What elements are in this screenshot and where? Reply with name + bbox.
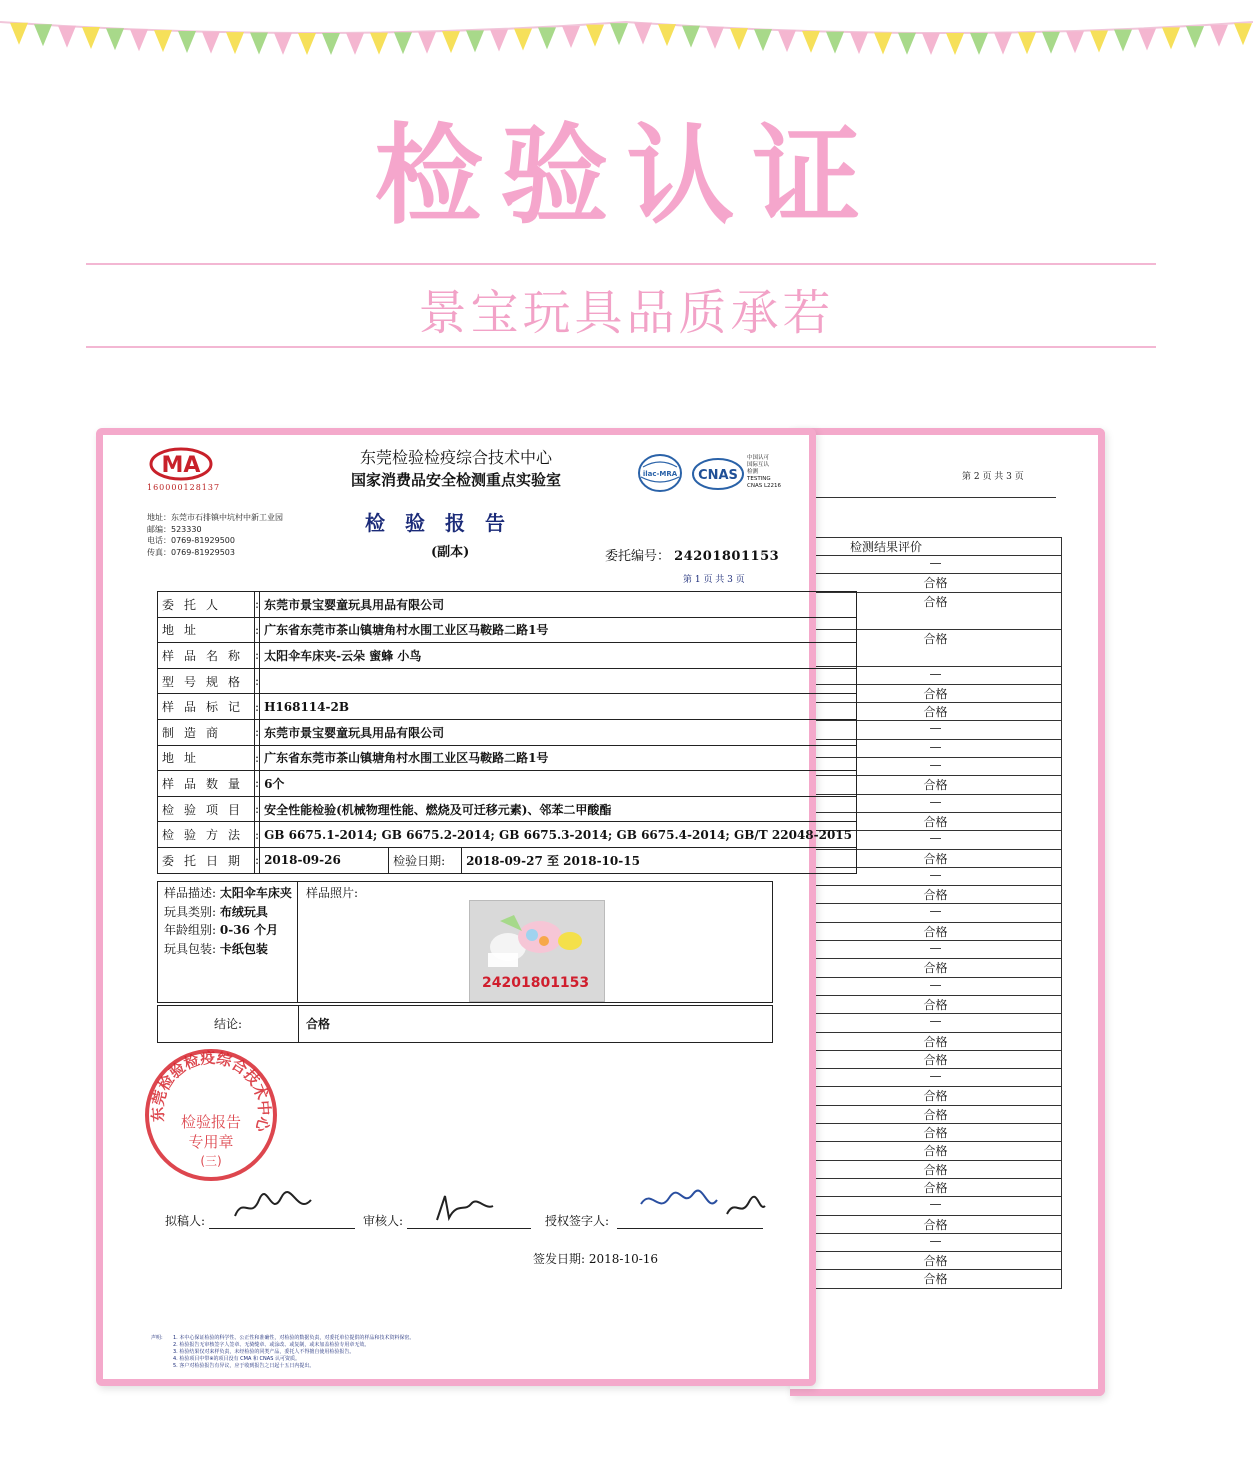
info-row-colon: : xyxy=(255,822,260,848)
result-row xyxy=(810,1050,1062,1068)
info-row xyxy=(158,617,857,643)
bunting-flag xyxy=(202,32,220,54)
info-row-colon: : xyxy=(255,617,260,643)
result-cell: 合格 xyxy=(810,703,1062,721)
disclaimer-notes xyxy=(151,1335,414,1370)
bunting-flag xyxy=(106,28,124,50)
bunting-flag xyxy=(586,25,604,47)
info-row-colon: : xyxy=(255,643,260,669)
bunting-flag xyxy=(394,32,412,54)
bunting-flag xyxy=(154,30,172,52)
bunting-flag xyxy=(370,33,388,55)
result-cell: 合格 xyxy=(810,574,1062,592)
sample-description xyxy=(158,882,298,1002)
bunting-flag xyxy=(778,30,796,52)
notes-label: 声明: xyxy=(151,1335,163,1341)
info-row-value: 广东省东莞市茶山镇塘角村水围工业区马鞍路二路1号 xyxy=(260,745,857,771)
result-cell: — xyxy=(810,794,1062,812)
org-name: 东莞检验检疫综合技术中心 xyxy=(359,448,552,467)
result-cell: — xyxy=(810,831,1062,849)
info-row-dates xyxy=(158,847,857,873)
result-cell: — xyxy=(810,556,1062,574)
signature-row xyxy=(161,1206,781,1236)
result-header: 检测结果评价 xyxy=(810,538,1062,556)
note-item: 5. 客户对检验报告有异议，应于收到报告之日起十五日内提出。 xyxy=(173,1363,315,1369)
page2-number: 第 2 页 共 3 页 xyxy=(962,472,1024,482)
approver-label: 授权签字人: xyxy=(545,1214,610,1228)
bunting-flag xyxy=(874,33,892,55)
bunting-flag xyxy=(634,23,652,45)
lab-name: 国家消费品安全检测重点实验室 xyxy=(350,471,561,489)
result-cell: 合格 xyxy=(810,1215,1062,1233)
type-label: 玩具类别: xyxy=(164,904,217,919)
info-row-value: 太阳伞车床夹-云朵 蜜蜂 小鸟 xyxy=(260,643,857,669)
bunting-flag xyxy=(1210,25,1228,47)
result-cell: 合格 xyxy=(810,1160,1062,1178)
bunting-flag xyxy=(226,32,244,54)
issue-date-value: 2018-10-16 xyxy=(588,1252,659,1266)
bunting-flag xyxy=(922,33,940,55)
info-row xyxy=(158,694,857,720)
result-row xyxy=(810,1270,1062,1288)
info-row-value: GB 6675.1-2014; GB 6675.2-2014; GB 6675.3-2014; GB 6675.4-2014; GB/T 22048-2015 xyxy=(260,822,857,848)
bunting-flag xyxy=(1090,30,1108,52)
result-cell: — xyxy=(810,941,1062,959)
cnas-text-line: 中国认可 xyxy=(747,455,770,461)
info-row-colon: : xyxy=(255,592,260,618)
bunting-flag xyxy=(802,31,820,53)
entrust-date-label: 委托日期 xyxy=(158,847,255,873)
bunting-flag xyxy=(418,32,436,54)
bunting-flag xyxy=(58,26,76,48)
bunting-flag xyxy=(946,33,964,55)
photo-number: 24201801153 xyxy=(482,975,590,991)
bunting-flag xyxy=(538,27,556,49)
bunting-flag xyxy=(1186,26,1204,48)
result-row xyxy=(810,1142,1062,1160)
info-row-colon: : xyxy=(255,719,260,745)
bunting-flag xyxy=(1234,23,1252,45)
result-bottom-line xyxy=(810,1288,1062,1289)
svg-text:MA: MA xyxy=(161,453,201,478)
cnas-text-line: 检测 xyxy=(747,469,759,475)
test-date-value: 2018-09-27 至 2018-10-15 xyxy=(462,847,857,873)
age-label: 年龄组别: xyxy=(164,923,217,937)
contact-address: 地址：东莞市石排镇中坑村中新工业园 xyxy=(147,513,283,522)
result-row xyxy=(810,1252,1062,1270)
age-value: 0-36 个月 xyxy=(219,923,279,937)
result-cell: 合格 xyxy=(810,849,1062,867)
result-row xyxy=(810,904,1062,922)
drafter-signature xyxy=(231,1190,321,1226)
seal-line-1: 检验报告 xyxy=(180,1113,242,1131)
info-row-colon: : xyxy=(255,771,260,797)
info-row-colon: : xyxy=(255,796,260,822)
reviewer-signature xyxy=(431,1192,501,1226)
info-row-value: H168114-2B xyxy=(260,694,857,720)
bunting-flag xyxy=(706,27,724,49)
bunting-flag xyxy=(1018,32,1036,54)
divider-bottom xyxy=(86,346,1156,348)
seal-line-3: (三) xyxy=(200,1154,222,1168)
info-row-colon: : xyxy=(255,668,260,694)
bunting-flag xyxy=(730,28,748,50)
bunting-flag xyxy=(682,26,700,48)
issue-date-label: 签发日期: xyxy=(533,1252,586,1266)
bunting-flag xyxy=(298,33,316,55)
result-cell: 合格 xyxy=(810,886,1062,904)
bunting-flag xyxy=(82,27,100,49)
reviewer-label: 审核人: xyxy=(363,1214,404,1228)
note-item: 4. 检验项目中带※的项目没有 CMA 和 CNAS 认可资质。 xyxy=(173,1356,300,1362)
desc-label: 样品描述: xyxy=(164,886,217,900)
report-page-2 xyxy=(790,428,1105,1396)
photo-label: 样品照片: xyxy=(306,886,359,900)
result-cell: — xyxy=(810,721,1062,739)
bunting-flag xyxy=(850,32,868,54)
result-cell: 合格 xyxy=(810,776,1062,794)
info-row-value: 东莞市景宝婴童玩具用品有限公司 xyxy=(260,719,857,745)
contact-phone: 电话：0769-81929500 xyxy=(147,536,235,545)
result-row xyxy=(810,556,1062,574)
cnas-text-line: CNAS L2216 xyxy=(747,483,782,489)
result-row xyxy=(810,977,1062,995)
bunting-flag xyxy=(514,28,532,50)
result-row xyxy=(810,1069,1062,1087)
cma-number: 160000128137 xyxy=(147,483,221,492)
result-cell: — xyxy=(810,758,1062,776)
result-row xyxy=(810,1105,1062,1123)
bunting-flag xyxy=(658,24,676,46)
seal-line-2: 专用章 xyxy=(188,1133,234,1151)
cnas-text xyxy=(747,455,781,490)
bunting-flag xyxy=(826,32,844,54)
result-row xyxy=(810,1215,1062,1233)
info-row xyxy=(158,796,857,822)
bunting-flag xyxy=(562,26,580,48)
bunting-flag xyxy=(610,23,628,45)
approver-signature xyxy=(637,1184,767,1228)
result-cell: — xyxy=(810,1069,1062,1087)
bunting-flag xyxy=(346,33,364,55)
result-cell: — xyxy=(810,904,1062,922)
bunting-flag xyxy=(1066,31,1084,53)
report-page-1 xyxy=(96,428,852,1386)
info-row xyxy=(158,771,857,797)
result-cell: 合格 xyxy=(810,1270,1062,1288)
result-row xyxy=(810,1160,1062,1178)
reviewer-line xyxy=(407,1228,531,1229)
entrust-number-label: 委托编号： xyxy=(605,549,671,564)
conclusion-label: 结论: xyxy=(158,1006,299,1042)
info-row-label: 样品数量 xyxy=(158,771,255,797)
result-cell: — xyxy=(810,1197,1062,1215)
result-cell: 合格 xyxy=(810,1142,1062,1160)
result-cell: — xyxy=(810,666,1062,684)
result-row xyxy=(810,1124,1062,1142)
ilac-label: ilac-MRA xyxy=(642,470,678,478)
result-row xyxy=(810,1014,1062,1032)
approver-line xyxy=(617,1228,763,1229)
conclusion-value: 合格 xyxy=(306,1017,331,1031)
page1-number: 第 1 页 共 3 页 xyxy=(683,575,745,585)
info-row xyxy=(158,592,857,618)
sample-photo xyxy=(469,900,605,1002)
entrust-number-value: 24201801153 xyxy=(674,549,780,564)
info-row-value: 6个 xyxy=(260,771,857,797)
report-title: 检验报告 xyxy=(365,511,525,535)
info-row xyxy=(158,643,857,669)
bunting-flag xyxy=(322,33,340,55)
info-row-label: 地址 xyxy=(158,617,255,643)
result-row xyxy=(810,1178,1062,1196)
result-row xyxy=(810,995,1062,1013)
result-cell: — xyxy=(810,739,1062,757)
result-cell: — xyxy=(810,1233,1062,1251)
result-row xyxy=(810,922,1062,940)
desc-value: 太阳伞车床夹 xyxy=(219,886,292,900)
info-row-label: 制造商 xyxy=(158,719,255,745)
note-item: 3. 检验结果仅对来样负责，未经检验的同类产品，委托人不得擅自使用检验报告。 xyxy=(173,1349,355,1355)
official-seal xyxy=(143,1047,279,1183)
bunting-flag xyxy=(178,31,196,53)
result-cell: 合格 xyxy=(810,995,1062,1013)
info-row-label: 委托人 xyxy=(158,592,255,618)
result-row xyxy=(810,1032,1062,1050)
result-cell: 合格 xyxy=(810,1050,1062,1068)
result-cell: 合格 xyxy=(810,1178,1062,1196)
bunting-flag xyxy=(10,23,28,45)
info-table xyxy=(157,591,857,874)
ilac-mra-logo xyxy=(637,453,683,493)
bunting-flag xyxy=(274,33,292,55)
copy-label: (副本) xyxy=(431,545,470,560)
bunting-flag xyxy=(754,29,772,51)
info-row-value: 东莞市景宝婴童玩具用品有限公司 xyxy=(260,592,857,618)
cnas-text-line: TESTING xyxy=(747,476,771,482)
bunting-flag xyxy=(130,29,148,51)
result-cell: 合格 xyxy=(810,684,1062,702)
bunting-flag xyxy=(970,33,988,55)
result-row xyxy=(810,1233,1062,1251)
test-date-label: 检验日期: xyxy=(389,847,462,873)
bunting-flag xyxy=(490,29,508,51)
bunting-flag xyxy=(994,33,1012,55)
result-row xyxy=(810,574,1062,592)
info-row-colon: : xyxy=(255,847,260,873)
bunting-flag xyxy=(1042,32,1060,54)
result-row xyxy=(810,886,1062,904)
info-row xyxy=(158,719,857,745)
result-cell: 合格 xyxy=(810,1087,1062,1105)
result-row xyxy=(810,959,1062,977)
cnas-label: CNAS xyxy=(698,468,738,483)
seal-org-text: 东莞检验检疫综合技术中心 xyxy=(148,1048,274,1134)
result-cell: 合格 xyxy=(810,959,1062,977)
info-row-label: 型号规格 xyxy=(158,668,255,694)
result-cell: 合格 xyxy=(810,592,1062,629)
bunting-flag xyxy=(250,33,268,55)
sample-description-box xyxy=(157,881,773,1003)
cnas-text-line: 国际互认 xyxy=(747,462,770,468)
info-row-label: 检验方法 xyxy=(158,822,255,848)
page2-header-line xyxy=(810,497,1056,498)
info-row-colon: : xyxy=(255,694,260,720)
entrust-number xyxy=(605,545,779,564)
info-row xyxy=(158,745,857,771)
info-row-value: 广东省东莞市茶山镇塘角村水围工业区马鞍路二路1号 xyxy=(260,617,857,643)
bunting-flag xyxy=(1138,29,1156,51)
info-row xyxy=(158,822,857,848)
result-header-row xyxy=(810,538,1062,556)
bunting-flag xyxy=(898,33,916,55)
result-cell: — xyxy=(810,867,1062,885)
result-cell: 合格 xyxy=(810,1252,1062,1270)
bunting-flag xyxy=(466,30,484,52)
bunting-flag xyxy=(442,31,460,53)
type-value: 布绒玩具 xyxy=(219,904,268,919)
result-cell: 合格 xyxy=(810,1124,1062,1142)
result-cell: 合格 xyxy=(810,812,1062,830)
bunting-decoration xyxy=(0,0,1253,70)
drafter-label: 拟稿人: xyxy=(165,1214,206,1228)
result-cell: 合格 xyxy=(810,1105,1062,1123)
info-row-value: 安全性能检验(机械物理性能、燃烧及可迁移元素)、邻苯二甲酸酯 xyxy=(260,796,857,822)
result-row xyxy=(810,1087,1062,1105)
conclusion-box xyxy=(157,1005,773,1043)
contact-info xyxy=(147,512,283,558)
contact-fax: 传真：0769-81929503 xyxy=(147,547,235,557)
result-row xyxy=(810,1197,1062,1215)
info-row-value xyxy=(260,668,857,694)
pack-value: 卡纸包装 xyxy=(219,941,268,956)
result-cell: 合格 xyxy=(810,629,1062,666)
hero-title: 检验认证 xyxy=(374,114,879,239)
info-row-label: 样品标记 xyxy=(158,694,255,720)
info-row-label: 样品名称 xyxy=(158,643,255,669)
info-row-label: 检验项目 xyxy=(158,796,255,822)
bunting-flag xyxy=(1114,30,1132,52)
issue-date xyxy=(533,1250,658,1267)
result-cell: 合格 xyxy=(810,1032,1062,1050)
drafter-line xyxy=(209,1228,355,1229)
pack-label: 玩具包装: xyxy=(164,941,217,956)
info-row xyxy=(158,668,857,694)
result-cell: — xyxy=(810,977,1062,995)
hero-subtitle: 景宝玩具品质承若 xyxy=(418,285,835,341)
info-row-colon: : xyxy=(255,745,260,771)
divider-top xyxy=(86,263,1156,265)
note-item: 2. 检验报告无审核签字人签章、无骑缝章、或涂改、或复制，或未加盖检验专用章无效。 xyxy=(173,1342,370,1348)
entrust-date-value: 2018-09-26 xyxy=(260,847,389,873)
cnas-logo xyxy=(691,457,745,491)
bunting-flag xyxy=(34,24,52,46)
result-row xyxy=(810,941,1062,959)
bunting-flag xyxy=(1162,27,1180,49)
info-row-label: 地址 xyxy=(158,745,255,771)
result-cell: 合格 xyxy=(810,922,1062,940)
note-item: 1. 本中心保证检验的科学性、公正性和准确性，对检验的数据负责，对委托单位提供的样品和技术资料保密。 xyxy=(173,1335,415,1341)
contact-postcode: 邮编：523330 xyxy=(147,524,202,534)
result-cell: — xyxy=(810,1014,1062,1032)
